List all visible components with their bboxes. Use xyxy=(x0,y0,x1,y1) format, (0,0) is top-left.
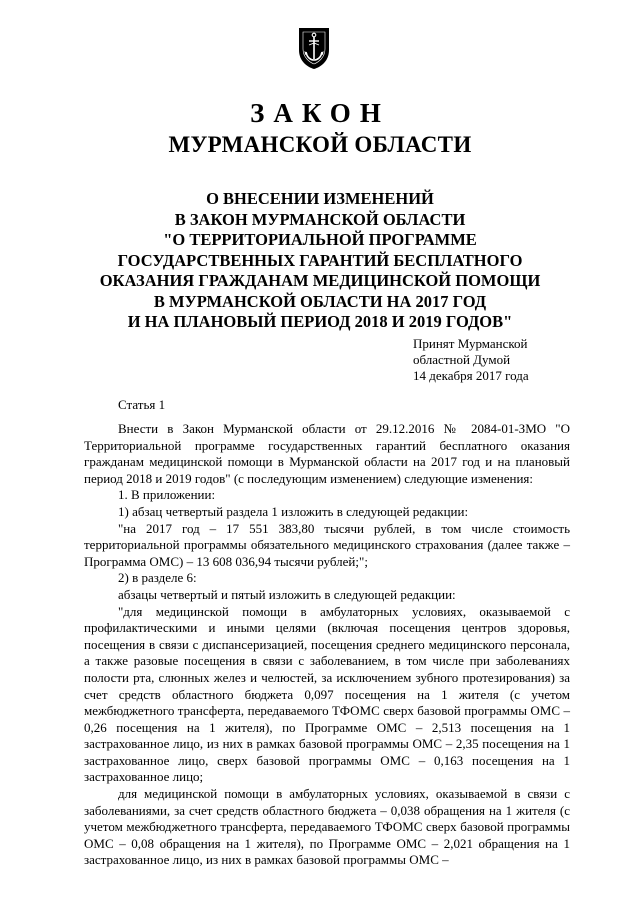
body-paragraph: Внести в Закон Мурманской области от 29.12.2016 № 2084-01-ЗМО "О Территориальной программе государственных гарантий бесплатного оказания гражданам медицинской помощи в Мурманской области на 2017 год и на плановый период 2018 и 2019 годов" (с последующим изменением) следующие изменения: xyxy=(84,421,570,486)
adoption-line: Принят Мурманской xyxy=(413,336,528,351)
murmansk-coat-of-arms-icon xyxy=(297,26,331,70)
adoption-line: областной Думой xyxy=(413,352,511,367)
adoption-info xyxy=(413,336,529,384)
subject-line: ОКАЗАНИЯ ГРАЖДАНАМ МЕДИЦИНСКОЙ ПОМОЩИ xyxy=(99,271,541,290)
body-paragraph: "на 2017 год – 17 551 383,80 тысячи рублей, в том числе стоимость территориальной программы обязательного медицинского страхования (далее также – Программа ОМС) – 13 608 036,94 тысячи рублей;"; xyxy=(84,520,570,569)
subject-line: И НА ПЛАНОВЫЙ ПЕРИОД 2018 И 2019 ГОДОВ" xyxy=(127,312,513,331)
subject-line: "О ТЕРРИТОРИАЛЬНОЙ ПРОГРАММЕ xyxy=(163,230,477,249)
adoption-date: 14 декабря 2017 года xyxy=(413,368,529,383)
article-heading: Статья 1 xyxy=(118,397,166,412)
body-paragraph: 2) в разделе 6: xyxy=(118,570,197,586)
region-title: МУРМАНСКОЙ ОБЛАСТИ xyxy=(168,132,472,157)
subject-line: О ВНЕСЕНИИ ИЗМЕНЕНИЙ xyxy=(206,189,434,208)
body-paragraph: для медицинской помощи в амбулаторных условиях, оказываемой в связи с заболеваниями, за счет средств областного бюджета – 0,038 обращения на 1 жителя (с учетом межбюджетного трансферта, передаваемого ТФОМС сверх базовой программы ОМС – 0,08 обращения на 1 жителя), по Программе ОМС – 2,021 обращения на 1 застрахованное лицо, из них в рамках базовой программы ОМС – xyxy=(84,786,570,868)
subject-line: ГОСУДАРСТВЕННЫХ ГАРАНТИЙ БЕСПЛАТНОГО xyxy=(117,250,523,270)
body-paragraph: 1. В приложении: xyxy=(118,487,216,503)
body-paragraph: абзацы четвертый и пятый изложить в следующей редакции: xyxy=(118,586,456,602)
law-body xyxy=(84,421,570,869)
body-paragraph: "для медицинской помощи в амбулаторных условиях, оказываемой с профилактическими и иными целями (включая посещения центров здоровья, посещения в связи с диспансеризацией, посещения среднего медицинского персонала, а также разовые посещения в связи с заболеванием, в том числе при заболеваниях полости рта, слюнных желез и челюстей, за исключением зубного протезирования) за счет средств областного бюджета 0,097 посещения на 1 жителя (с учетом межбюджетного трансферта, передаваемого ТФОМС сверх базовой программы ОМС – 0,26 посещения на 1 жителя), по Программе ОМС – 2,513 посещения на 1 застрахованное лицо, из них в рамках базовой программы ОМС – 2,35 посещения на 1 застрахованное лицо, сверх базовой программы ОМС – 0,163 посещения на 1 застрахованное лицо; xyxy=(84,603,570,785)
law-title: ЗАКОН xyxy=(250,98,390,128)
law-subject xyxy=(60,189,580,333)
subject-line: В ЗАКОН МУРМАНСКОЙ ОБЛАСТИ xyxy=(174,209,466,229)
subject-line: В МУРМАНСКОЙ ОБЛАСТИ НА 2017 ГОД xyxy=(153,291,487,311)
body-paragraph: 1) абзац четвертый раздела 1 изложить в следующей редакции: xyxy=(118,503,469,519)
